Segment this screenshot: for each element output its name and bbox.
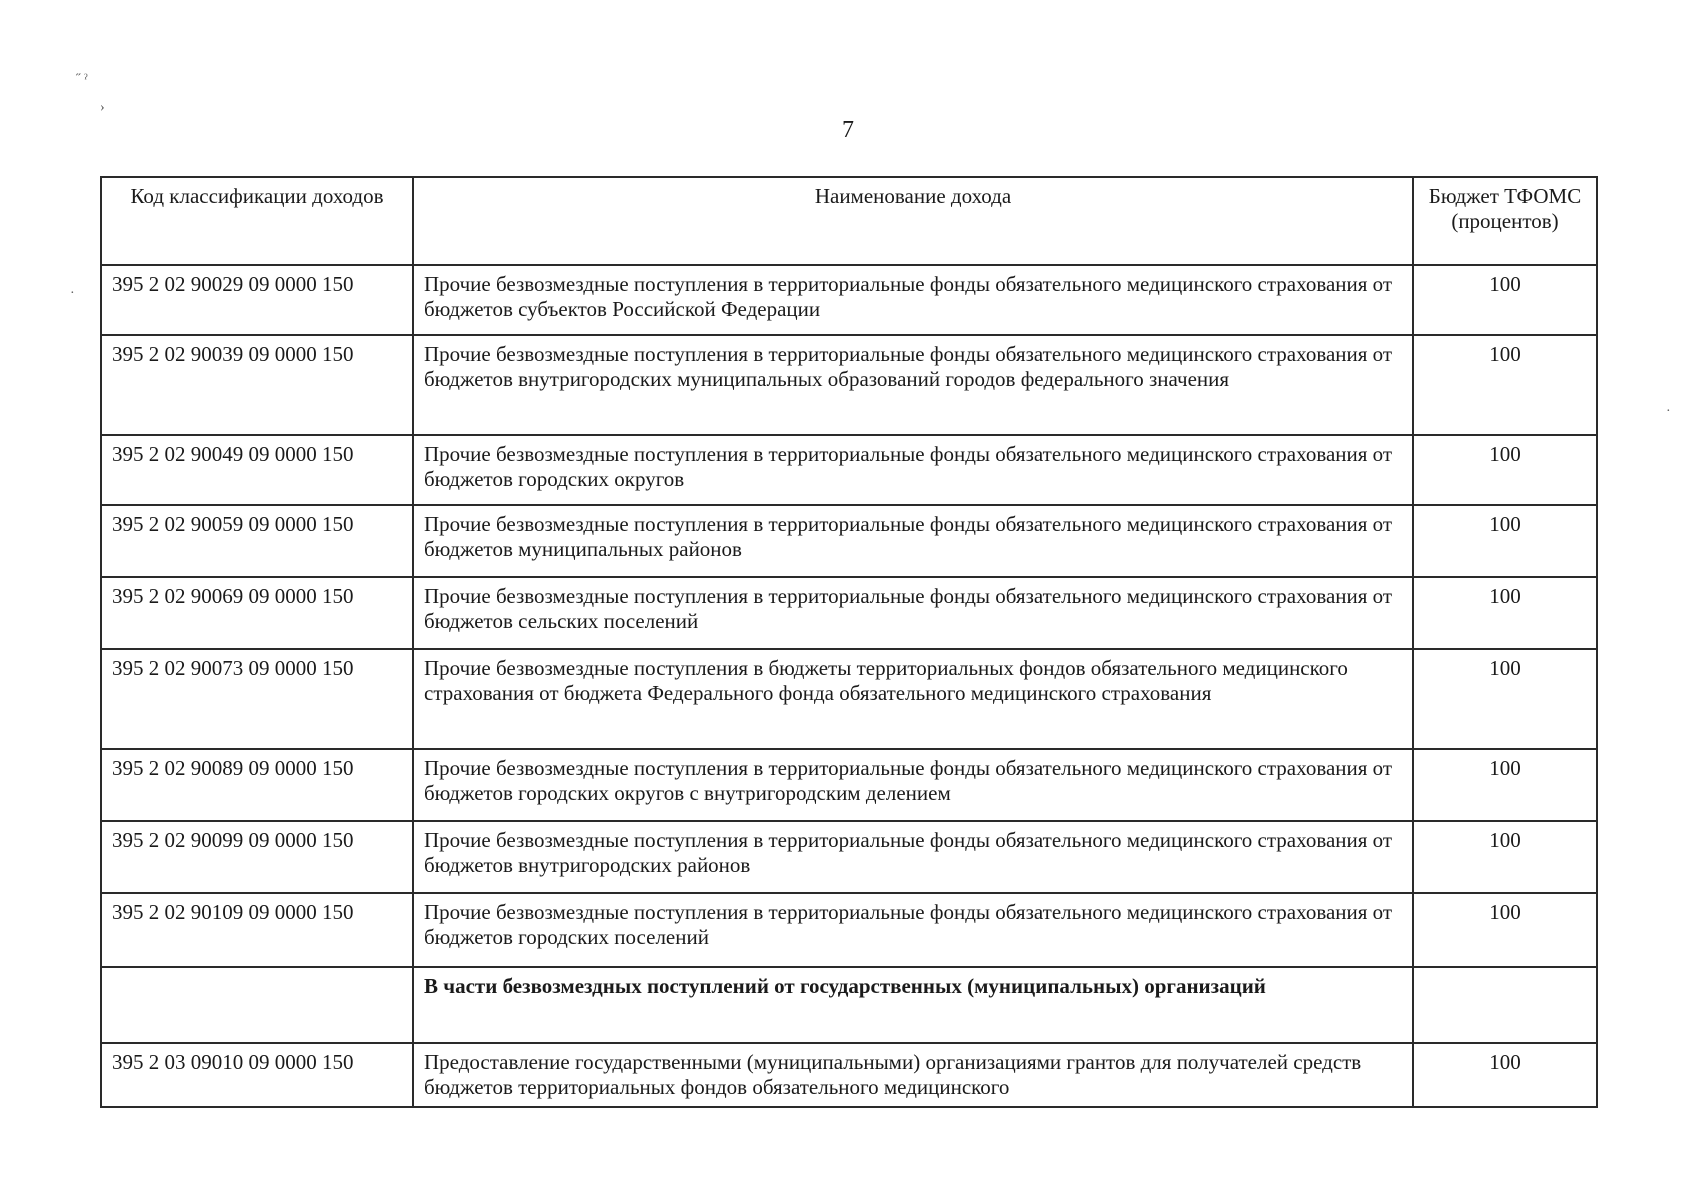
row-name: Прочие безвозмездные поступления в территориальные фонды обязательного медицинского страхования от бюджетов внутригородских муниципальных образований городов федерального значения [413,335,1413,435]
row-code [101,967,413,1043]
table-row [101,893,1597,967]
header-percent: Бюджет ТФОМС (процентов) [1413,177,1597,265]
row-percent: 100 [1413,893,1597,967]
header-code: Код классификации доходов [101,177,413,265]
income-classification-table [100,176,1598,1108]
scan-artifact: ˝ ˀ [76,72,88,87]
table-row [101,649,1597,749]
table-row [101,577,1597,649]
row-percent [1413,967,1597,1043]
section-heading: В части безвозмездных поступлений от государственных (муниципальных) организаций [413,967,1413,1043]
row-name: Предоставление государственными (муниципальными) организациями грантов для получателей средств бюджетов территориальных фондов обязательного медицинского [413,1043,1413,1107]
row-code: 395 2 02 90099 09 0000 150 [101,821,413,893]
row-percent: 100 [1413,1043,1597,1107]
row-percent: 100 [1413,265,1597,335]
row-name: Прочие безвозмездные поступления в территориальные фонды обязательного медицинского страхования от бюджетов сельских поселений [413,577,1413,649]
row-percent: 100 [1413,821,1597,893]
scan-artifact: · [1666,404,1671,419]
row-percent: 100 [1413,649,1597,749]
page-number: 7 [842,117,854,143]
row-name: Прочие безвозмездные поступления в территориальные фонды обязательного медицинского страхования от бюджетов городских поселений [413,893,1413,967]
row-code: 395 2 02 90049 09 0000 150 [101,435,413,505]
row-percent: 100 [1413,749,1597,821]
row-percent: 100 [1413,577,1597,649]
table-row [101,749,1597,821]
row-code: 395 2 02 90039 09 0000 150 [101,335,413,435]
scan-artifact: › [100,100,105,115]
row-name: Прочие безвозмездные поступления в территориальные фонды обязательного медицинского страхования от бюджетов городских округов [413,435,1413,505]
section-heading-row [101,967,1597,1043]
table-row [101,1043,1597,1107]
table-row [101,821,1597,893]
table-row [101,265,1597,335]
row-name: Прочие безвозмездные поступления в бюджеты территориальных фондов обязательного медицинского страхования от бюджета Федерального фонда обязательного медицинского страхования [413,649,1413,749]
row-code: 395 2 02 90069 09 0000 150 [101,577,413,649]
row-percent: 100 [1413,435,1597,505]
row-code: 395 2 02 90073 09 0000 150 [101,649,413,749]
row-name: Прочие безвозмездные поступления в территориальные фонды обязательного медицинского страхования от бюджетов субъектов Российской Федерации [413,265,1413,335]
header-name: Наименование дохода [413,177,1413,265]
row-code: 395 2 02 90029 09 0000 150 [101,265,413,335]
row-percent: 100 [1413,505,1597,577]
table-row [101,335,1597,435]
row-percent: 100 [1413,335,1597,435]
row-code: 395 2 02 90089 09 0000 150 [101,749,413,821]
row-name: Прочие безвозмездные поступления в территориальные фонды обязательного медицинского страхования от бюджетов внутригородских районов [413,821,1413,893]
row-code: 395 2 03 09010 09 0000 150 [101,1043,413,1107]
table-row [101,435,1597,505]
row-name: Прочие безвозмездные поступления в территориальные фонды обязательного медицинского страхования от бюджетов городских округов с внутригородским делением [413,749,1413,821]
row-name: Прочие безвозмездные поступления в территориальные фонды обязательного медицинского страхования от бюджетов муниципальных районов [413,505,1413,577]
table-header-row [101,177,1597,265]
row-code: 395 2 02 90109 09 0000 150 [101,893,413,967]
row-code: 395 2 02 90059 09 0000 150 [101,505,413,577]
table-row [101,505,1597,577]
scan-artifact: · [70,286,75,301]
